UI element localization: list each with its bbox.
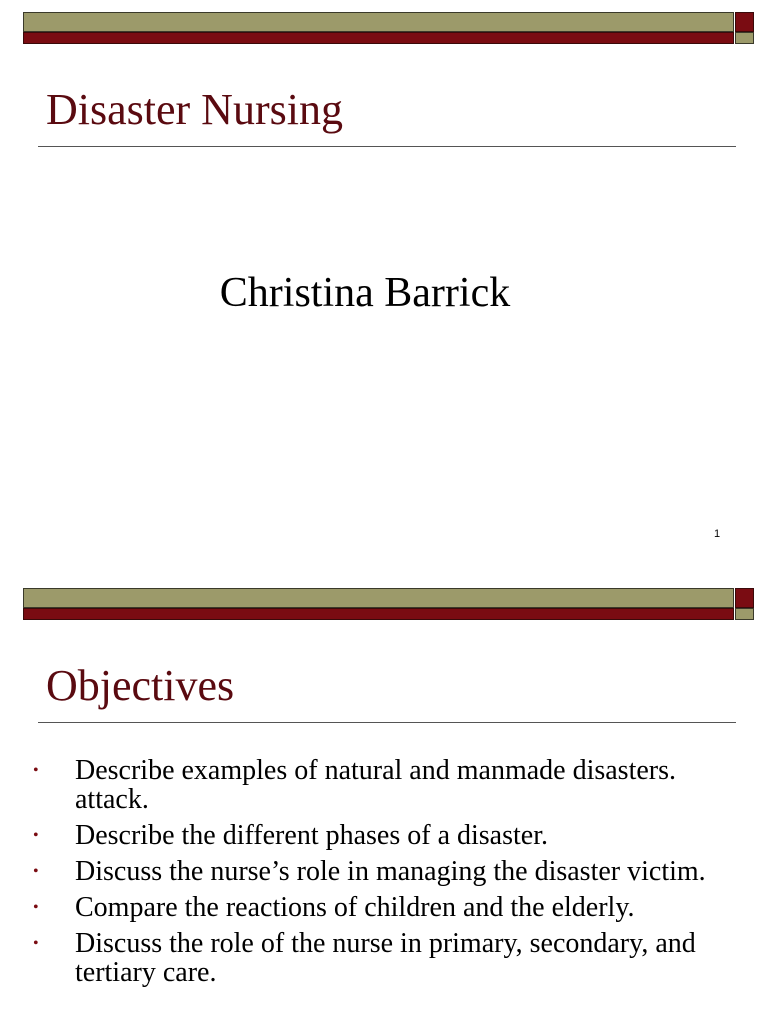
header-red-bar <box>23 608 734 620</box>
slide-2 <box>0 576 768 1024</box>
header-red-square <box>735 12 754 32</box>
bullet-icon: • <box>33 899 39 916</box>
list-item <box>30 893 720 922</box>
slide-number: 1 <box>714 528 721 540</box>
header-olive-bar <box>23 588 734 608</box>
header-olive-bar <box>23 12 734 32</box>
list-item <box>30 756 720 814</box>
author-name: Christina Barrick <box>219 270 511 316</box>
bullet-text: Describe examples of natural and manmade disasters. attack. <box>75 755 677 815</box>
header-olive-square <box>735 32 754 44</box>
header-red-bar <box>23 32 734 44</box>
bullet-icon: • <box>33 863 39 880</box>
title-divider <box>38 146 736 147</box>
header-decoration <box>23 12 754 44</box>
bullet-text: Discuss the role of the nurse in primary, secondary, and tertiary care. <box>75 928 696 988</box>
header-olive-square <box>735 608 754 620</box>
bullet-icon: • <box>33 762 39 779</box>
bullet-icon: • <box>33 827 39 844</box>
slide-title: Disaster Nursing <box>46 85 343 134</box>
objectives-list <box>30 756 720 994</box>
header-decoration <box>23 588 754 620</box>
header-red-square <box>735 588 754 608</box>
slide-title: Objectives <box>46 661 235 710</box>
bullet-text: Compare the reactions of children and the elderly. <box>75 892 635 923</box>
list-item <box>30 821 720 850</box>
bullet-text: Describe the different phases of a disaster. <box>75 820 548 851</box>
bullet-text: Discuss the nurse’s role in managing the disaster victim. <box>75 856 706 887</box>
bullet-icon: • <box>33 935 39 952</box>
list-item <box>30 857 720 886</box>
list-item <box>30 929 720 987</box>
title-divider <box>38 722 736 723</box>
